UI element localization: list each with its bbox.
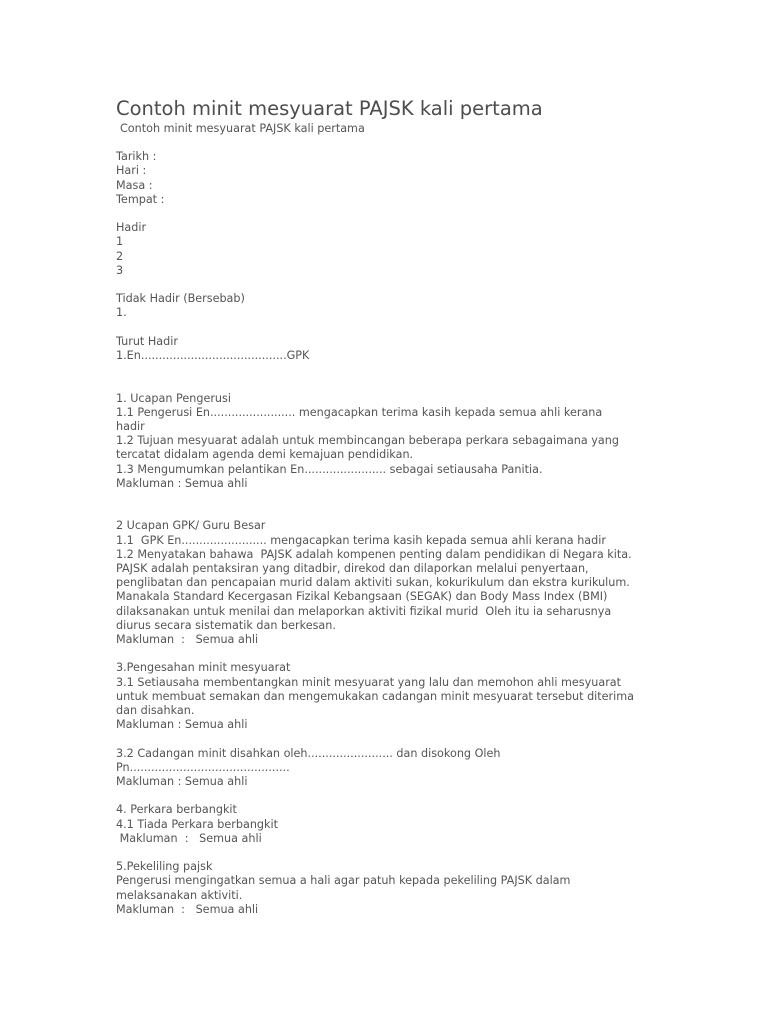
text-line: diurus secara sistematik dan berkesan. bbox=[116, 618, 336, 632]
section-spacer bbox=[116, 732, 656, 746]
text-line: Makluman : Semua ahli bbox=[116, 831, 262, 845]
document-section bbox=[116, 392, 656, 491]
text-line: Makluman : Semua ahli bbox=[116, 476, 248, 490]
text-line: untuk membuat semakan dan mengemukakan cadangan minit mesyuarat tersebut diterima bbox=[116, 689, 635, 703]
text-line: 1.En.........................................GPK bbox=[116, 348, 310, 362]
text-line: 3.2 Cadangan minit disahkan oleh........................ dan disokong Oleh bbox=[116, 746, 501, 760]
text-line: 4.1 Tiada Perkara berbangkit bbox=[116, 817, 278, 831]
text-line: 1 bbox=[116, 235, 124, 249]
text-line: 1.3 Mengumumkan pelantikan En....................... sebagai setiausaha Panitia. bbox=[116, 462, 543, 476]
document-section bbox=[116, 150, 656, 207]
document-section bbox=[116, 519, 656, 647]
text-line: Makluman : Semua ahli bbox=[116, 718, 248, 732]
text-line: hadir bbox=[116, 419, 145, 433]
section-spacer bbox=[116, 491, 656, 519]
text-line: Tempat : bbox=[116, 192, 165, 206]
document-section bbox=[116, 292, 656, 320]
text-line: 1.1 GPK En........................ mengacapkan terima kasih kepada semua ahli kerana hadir bbox=[116, 533, 606, 547]
document-section bbox=[116, 335, 656, 363]
section-spacer bbox=[116, 647, 656, 661]
text-line: dilaksanakan untuk menilai dan melaporkan aktiviti fizikal murid Oleh itu ia seharusnya bbox=[116, 604, 612, 618]
text-line: Tarikh : bbox=[116, 150, 157, 164]
text-line: 1. Ucapan Pengerusi bbox=[116, 391, 231, 405]
text-line: 2 bbox=[116, 249, 124, 263]
text-line: Pn............................................. bbox=[116, 760, 290, 774]
text-line: Pengerusi mengingatkan semua a hali agar patuh kepada pekeliling PAJSK dalam bbox=[116, 874, 571, 888]
document-body bbox=[116, 136, 656, 917]
text-line: 1.2 Menyatakan bahawa PAJSK adalah kompenen penting dalam pendidikan di Negara kita. bbox=[116, 547, 632, 561]
text-line: Hari : bbox=[116, 164, 147, 178]
section-spacer bbox=[116, 278, 656, 292]
text-line: Tidak Hadir (Bersebab) bbox=[116, 292, 245, 306]
section-spacer bbox=[116, 136, 656, 150]
text-line: Manakala Standard Kecergasan Fizikal Kebangsaan (SEGAK) dan Body Mass Index (BMI) bbox=[116, 590, 608, 604]
document-page bbox=[116, 96, 656, 917]
document-section bbox=[116, 860, 656, 917]
document-section bbox=[116, 803, 656, 846]
text-line: penglibatan dan pencapaian murid dalam aktiviti sukan, kokurikulum dan ekstra kurikulum. bbox=[116, 576, 630, 590]
text-line: 2 Ucapan GPK/ Guru Besar bbox=[116, 519, 266, 533]
text-line: Makluman : Semua ahli bbox=[116, 902, 259, 916]
text-line: Masa : bbox=[116, 178, 153, 192]
document-section bbox=[116, 747, 656, 790]
text-line: 3 bbox=[116, 263, 124, 277]
text-line: 3.1 Setiausaha membentangkan minit mesyuarat yang lalu dan memohon ahli mesyuarat bbox=[116, 675, 622, 689]
document-section bbox=[116, 221, 656, 278]
section-spacer bbox=[116, 789, 656, 803]
section-spacer bbox=[116, 207, 656, 221]
text-line: 4. Perkara berbangkit bbox=[116, 803, 237, 817]
text-line: 3.Pengesahan minit mesyuarat bbox=[116, 661, 291, 675]
document-subtitle: Contoh minit mesyuarat PAJSK kali pertama bbox=[120, 122, 365, 135]
document-title: Contoh minit mesyuarat PAJSK kali pertama bbox=[116, 97, 543, 120]
text-line: tercatat didalam agenda demi kemajuan pendidikan. bbox=[116, 448, 414, 462]
text-line: Makluman : Semua ahli bbox=[116, 633, 259, 647]
text-line: Makluman : Semua ahli bbox=[116, 775, 248, 789]
text-line: PAJSK adalah pentaksiran yang ditadbir, direkod dan dilaporkan melalui penyertaan, bbox=[116, 562, 589, 575]
text-line: dan disahkan. bbox=[116, 704, 195, 718]
section-spacer bbox=[116, 846, 656, 860]
section-spacer bbox=[116, 321, 656, 335]
text-line: 5.Pekeliling pajsk bbox=[116, 860, 213, 874]
text-line: 1.1 Pengerusi En........................ mengacapkan terima kasih kepada semua ahli kerana bbox=[116, 405, 603, 419]
section-spacer bbox=[116, 363, 656, 391]
text-line: 1. bbox=[116, 306, 127, 320]
text-line: melaksanakan aktiviti. bbox=[116, 888, 243, 902]
document-section bbox=[116, 661, 656, 732]
text-line: Hadir bbox=[116, 221, 147, 235]
text-line: Turut Hadir bbox=[116, 334, 178, 348]
text-line: 1.2 Tujuan mesyuarat adalah untuk membincangan beberapa perkara sebagaimana yang bbox=[116, 434, 619, 448]
